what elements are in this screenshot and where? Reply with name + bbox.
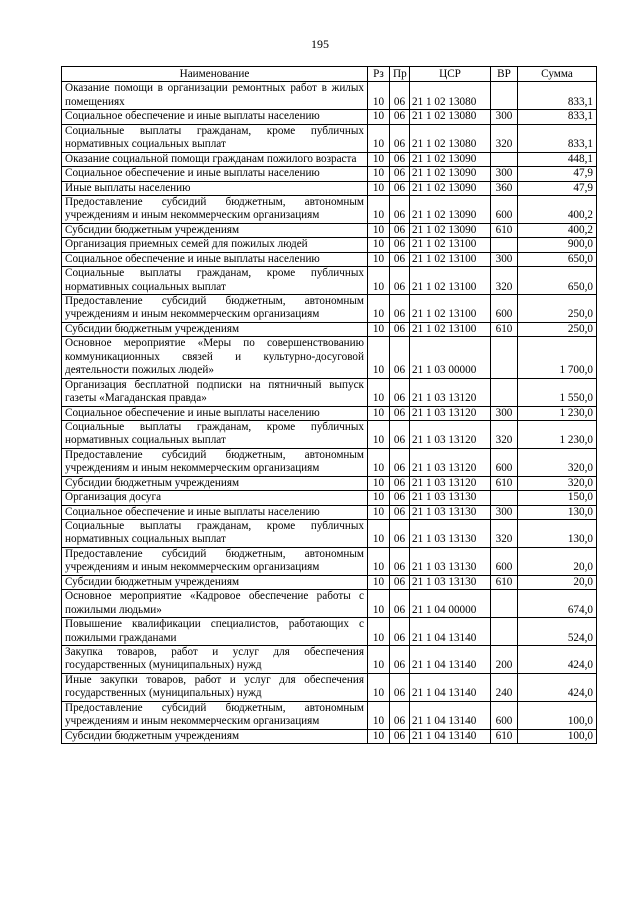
cell-csr: 21 1 03 00000 [410, 337, 491, 378]
cell-rz: 10 [368, 575, 390, 589]
cell-sum: 833,1 [518, 82, 597, 110]
cell-rz: 10 [368, 152, 390, 166]
cell-name: Субсидии бюджетным учреждениям [62, 729, 368, 743]
cell-vr: 610 [491, 729, 518, 743]
table-row [62, 110, 597, 124]
cell-csr: 21 1 02 13090 [410, 167, 491, 181]
cell-name: Предоставление субсидий бюджетным, автономным учреждениям и иным некоммерческим организациям [62, 547, 368, 575]
cell-name: Закупка товаров, работ и услуг для обеспечения государственных (муниципальных) нужд [62, 645, 368, 673]
cell-name: Организация приемных семей для пожилых людей [62, 238, 368, 252]
cell-sum: 1 700,0 [518, 337, 597, 378]
table-row [62, 82, 597, 110]
cell-pr: 06 [390, 295, 410, 323]
table-row [62, 618, 597, 646]
cell-sum: 1 230,0 [518, 406, 597, 420]
cell-sum: 524,0 [518, 618, 597, 646]
cell-vr: 360 [491, 181, 518, 195]
cell-name: Социальное обеспечение и иные выплаты населению [62, 406, 368, 420]
cell-sum: 448,1 [518, 152, 597, 166]
page-number: 195 [311, 37, 329, 51]
cell-rz: 10 [368, 252, 390, 266]
table-row [62, 124, 597, 152]
cell-name: Основное мероприятие «Кадровое обеспечение работы с пожилыми людьми» [62, 590, 368, 618]
cell-rz: 10 [368, 267, 390, 295]
table-row [62, 491, 597, 505]
cell-name: Предоставление субсидий бюджетным, автономным учреждениям и иным некоммерческим организациям [62, 701, 368, 729]
cell-csr: 21 1 04 13140 [410, 701, 491, 729]
cell-pr: 06 [390, 152, 410, 166]
cell-sum: 320,0 [518, 476, 597, 490]
table-row [62, 575, 597, 589]
cell-sum: 424,0 [518, 645, 597, 673]
cell-csr: 21 1 02 13090 [410, 181, 491, 195]
cell-pr: 06 [390, 520, 410, 548]
header-rz: Рз [368, 67, 390, 82]
budget-table [61, 66, 597, 744]
cell-csr: 21 1 03 13120 [410, 448, 491, 476]
cell-sum: 20,0 [518, 575, 597, 589]
cell-name: Организация досуга [62, 491, 368, 505]
cell-vr: 610 [491, 322, 518, 336]
cell-csr: 21 1 04 00000 [410, 590, 491, 618]
cell-csr: 21 1 02 13100 [410, 238, 491, 252]
cell-rz: 10 [368, 223, 390, 237]
cell-pr: 06 [390, 124, 410, 152]
cell-sum: 130,0 [518, 505, 597, 519]
cell-sum: 250,0 [518, 322, 597, 336]
table-row [62, 295, 597, 323]
cell-csr: 21 1 02 13080 [410, 82, 491, 110]
cell-pr: 06 [390, 476, 410, 490]
cell-rz: 10 [368, 295, 390, 323]
cell-vr [491, 618, 518, 646]
cell-vr [491, 491, 518, 505]
cell-vr [491, 590, 518, 618]
table-row [62, 167, 597, 181]
table-row [62, 520, 597, 548]
cell-name: Социальное обеспечение и иные выплаты населению [62, 505, 368, 519]
cell-csr: 21 1 03 13120 [410, 406, 491, 420]
cell-name: Социальные выплаты гражданам, кроме публичных нормативных социальных выплат [62, 420, 368, 448]
cell-rz: 10 [368, 547, 390, 575]
cell-sum: 674,0 [518, 590, 597, 618]
table-row [62, 547, 597, 575]
table-row [62, 322, 597, 336]
cell-csr: 21 1 03 13130 [410, 505, 491, 519]
cell-sum: 250,0 [518, 295, 597, 323]
cell-vr: 300 [491, 505, 518, 519]
cell-name: Организация бесплатной подписки на пятничный выпуск газеты «Магаданская правда» [62, 378, 368, 406]
cell-name: Социальное обеспечение и иные выплаты населению [62, 252, 368, 266]
cell-pr: 06 [390, 337, 410, 378]
cell-vr: 320 [491, 267, 518, 295]
cell-csr: 21 1 03 13130 [410, 575, 491, 589]
cell-name: Субсидии бюджетным учреждениям [62, 575, 368, 589]
cell-pr: 06 [390, 110, 410, 124]
cell-vr: 300 [491, 110, 518, 124]
cell-pr: 06 [390, 547, 410, 575]
cell-rz: 10 [368, 491, 390, 505]
cell-name: Субсидии бюджетным учреждениям [62, 223, 368, 237]
cell-csr: 21 1 03 13130 [410, 520, 491, 548]
cell-sum: 1 230,0 [518, 420, 597, 448]
cell-vr: 300 [491, 167, 518, 181]
cell-sum: 400,2 [518, 223, 597, 237]
cell-csr: 21 1 04 13140 [410, 673, 491, 701]
cell-rz: 10 [368, 590, 390, 618]
cell-vr: 600 [491, 295, 518, 323]
cell-pr: 06 [390, 167, 410, 181]
cell-rz: 10 [368, 322, 390, 336]
header-sum: Сумма [518, 67, 597, 82]
cell-vr [491, 378, 518, 406]
cell-sum: 833,1 [518, 110, 597, 124]
cell-csr: 21 1 03 13120 [410, 476, 491, 490]
table-row [62, 505, 597, 519]
header-name: Наименование [62, 67, 368, 82]
table-body [62, 82, 597, 744]
table-row [62, 645, 597, 673]
cell-vr: 600 [491, 195, 518, 223]
cell-name: Иные закупки товаров, работ и услуг для обеспечения государственных (муниципальных) нужд [62, 673, 368, 701]
cell-sum: 650,0 [518, 267, 597, 295]
cell-sum: 150,0 [518, 491, 597, 505]
cell-rz: 10 [368, 378, 390, 406]
cell-csr: 21 1 02 13100 [410, 252, 491, 266]
cell-pr: 06 [390, 252, 410, 266]
cell-pr: 06 [390, 223, 410, 237]
cell-name: Предоставление субсидий бюджетным, автономным учреждениям и иным некоммерческим организациям [62, 448, 368, 476]
cell-csr: 21 1 02 13100 [410, 322, 491, 336]
cell-sum: 100,0 [518, 701, 597, 729]
cell-vr: 320 [491, 124, 518, 152]
header-csr: ЦСР [410, 67, 491, 82]
cell-vr: 240 [491, 673, 518, 701]
cell-rz: 10 [368, 420, 390, 448]
table-row [62, 701, 597, 729]
table-row [62, 195, 597, 223]
cell-vr: 610 [491, 223, 518, 237]
cell-sum: 100,0 [518, 729, 597, 743]
cell-rz: 10 [368, 476, 390, 490]
cell-vr: 600 [491, 547, 518, 575]
cell-pr: 06 [390, 673, 410, 701]
cell-name: Предоставление субсидий бюджетным, автономным учреждениям и иным некоммерческим организациям [62, 195, 368, 223]
cell-pr: 06 [390, 618, 410, 646]
cell-vr: 610 [491, 575, 518, 589]
cell-csr: 21 1 04 13140 [410, 645, 491, 673]
cell-pr: 06 [390, 420, 410, 448]
cell-vr: 200 [491, 645, 518, 673]
cell-name: Повышение квалификации специалистов, работающих с пожилыми гражданами [62, 618, 368, 646]
cell-csr: 21 1 02 13100 [410, 267, 491, 295]
cell-pr: 06 [390, 491, 410, 505]
cell-sum: 650,0 [518, 252, 597, 266]
cell-sum: 833,1 [518, 124, 597, 152]
cell-sum: 320,0 [518, 448, 597, 476]
cell-rz: 10 [368, 618, 390, 646]
cell-rz: 10 [368, 181, 390, 195]
cell-sum: 1 550,0 [518, 378, 597, 406]
cell-name: Социальные выплаты гражданам, кроме публичных нормативных социальных выплат [62, 124, 368, 152]
cell-csr: 21 1 02 13080 [410, 110, 491, 124]
table-row [62, 267, 597, 295]
cell-rz: 10 [368, 645, 390, 673]
cell-csr: 21 1 02 13090 [410, 152, 491, 166]
cell-csr: 21 1 02 13100 [410, 295, 491, 323]
cell-vr: 300 [491, 252, 518, 266]
table-header-row [62, 67, 597, 82]
cell-rz: 10 [368, 701, 390, 729]
cell-rz: 10 [368, 82, 390, 110]
cell-csr: 21 1 04 13140 [410, 729, 491, 743]
cell-pr: 06 [390, 645, 410, 673]
cell-name: Иные выплаты населению [62, 181, 368, 195]
cell-vr: 600 [491, 701, 518, 729]
cell-pr: 06 [390, 322, 410, 336]
cell-name: Оказание социальной помощи гражданам пожилого возраста [62, 152, 368, 166]
table-row [62, 590, 597, 618]
table-row [62, 673, 597, 701]
cell-csr: 21 1 02 13090 [410, 195, 491, 223]
cell-vr: 600 [491, 448, 518, 476]
cell-vr: 320 [491, 520, 518, 548]
table-row [62, 181, 597, 195]
cell-csr: 21 1 03 13120 [410, 420, 491, 448]
cell-csr: 21 1 02 13080 [410, 124, 491, 152]
cell-vr [491, 82, 518, 110]
cell-csr: 21 1 03 13130 [410, 491, 491, 505]
cell-sum: 47,9 [518, 181, 597, 195]
cell-name: Социальные выплаты гражданам, кроме публичных нормативных социальных выплат [62, 267, 368, 295]
cell-name: Субсидии бюджетным учреждениям [62, 476, 368, 490]
cell-vr [491, 152, 518, 166]
cell-vr [491, 337, 518, 378]
table-row [62, 252, 597, 266]
header-pr: Пр [390, 67, 410, 82]
table-row [62, 448, 597, 476]
cell-pr: 06 [390, 238, 410, 252]
header-vr: ВР [491, 67, 518, 82]
cell-pr: 06 [390, 575, 410, 589]
cell-pr: 06 [390, 590, 410, 618]
table-row [62, 223, 597, 237]
cell-pr: 06 [390, 729, 410, 743]
cell-pr: 06 [390, 181, 410, 195]
cell-pr: 06 [390, 267, 410, 295]
cell-vr: 320 [491, 420, 518, 448]
cell-name: Предоставление субсидий бюджетным, автономным учреждениям и иным некоммерческим организациям [62, 295, 368, 323]
cell-csr: 21 1 03 13130 [410, 547, 491, 575]
cell-pr: 06 [390, 195, 410, 223]
cell-rz: 10 [368, 673, 390, 701]
cell-name: Социальные выплаты гражданам, кроме публичных нормативных социальных выплат [62, 520, 368, 548]
cell-csr: 21 1 02 13090 [410, 223, 491, 237]
table-row [62, 729, 597, 743]
table-row [62, 337, 597, 378]
cell-pr: 06 [390, 82, 410, 110]
cell-name: Оказание помощи в организации ремонтных работ в жилых помещениях [62, 82, 368, 110]
cell-pr: 06 [390, 701, 410, 729]
table-row [62, 152, 597, 166]
cell-sum: 400,2 [518, 195, 597, 223]
cell-csr: 21 1 04 13140 [410, 618, 491, 646]
cell-rz: 10 [368, 238, 390, 252]
cell-sum: 130,0 [518, 520, 597, 548]
cell-pr: 06 [390, 505, 410, 519]
table-row [62, 238, 597, 252]
cell-name: Субсидии бюджетным учреждениям [62, 322, 368, 336]
table-row [62, 406, 597, 420]
cell-csr: 21 1 03 13120 [410, 378, 491, 406]
cell-name: Социальное обеспечение и иные выплаты населению [62, 167, 368, 181]
cell-vr: 610 [491, 476, 518, 490]
cell-rz: 10 [368, 167, 390, 181]
cell-pr: 06 [390, 406, 410, 420]
cell-rz: 10 [368, 520, 390, 548]
cell-rz: 10 [368, 406, 390, 420]
table-row [62, 420, 597, 448]
cell-sum: 424,0 [518, 673, 597, 701]
cell-name: Социальное обеспечение и иные выплаты населению [62, 110, 368, 124]
cell-name: Основное мероприятие «Меры по совершенствованию коммуникационных связей и культурно-досуговой деятельности пожилых людей» [62, 337, 368, 378]
cell-pr: 06 [390, 378, 410, 406]
table-row [62, 378, 597, 406]
cell-rz: 10 [368, 505, 390, 519]
cell-sum: 47,9 [518, 167, 597, 181]
cell-rz: 10 [368, 729, 390, 743]
cell-rz: 10 [368, 195, 390, 223]
cell-rz: 10 [368, 124, 390, 152]
cell-pr: 06 [390, 448, 410, 476]
cell-rz: 10 [368, 110, 390, 124]
table-row [62, 476, 597, 490]
cell-vr: 300 [491, 406, 518, 420]
cell-rz: 10 [368, 448, 390, 476]
cell-sum: 20,0 [518, 547, 597, 575]
cell-rz: 10 [368, 337, 390, 378]
cell-sum: 900,0 [518, 238, 597, 252]
cell-vr [491, 238, 518, 252]
